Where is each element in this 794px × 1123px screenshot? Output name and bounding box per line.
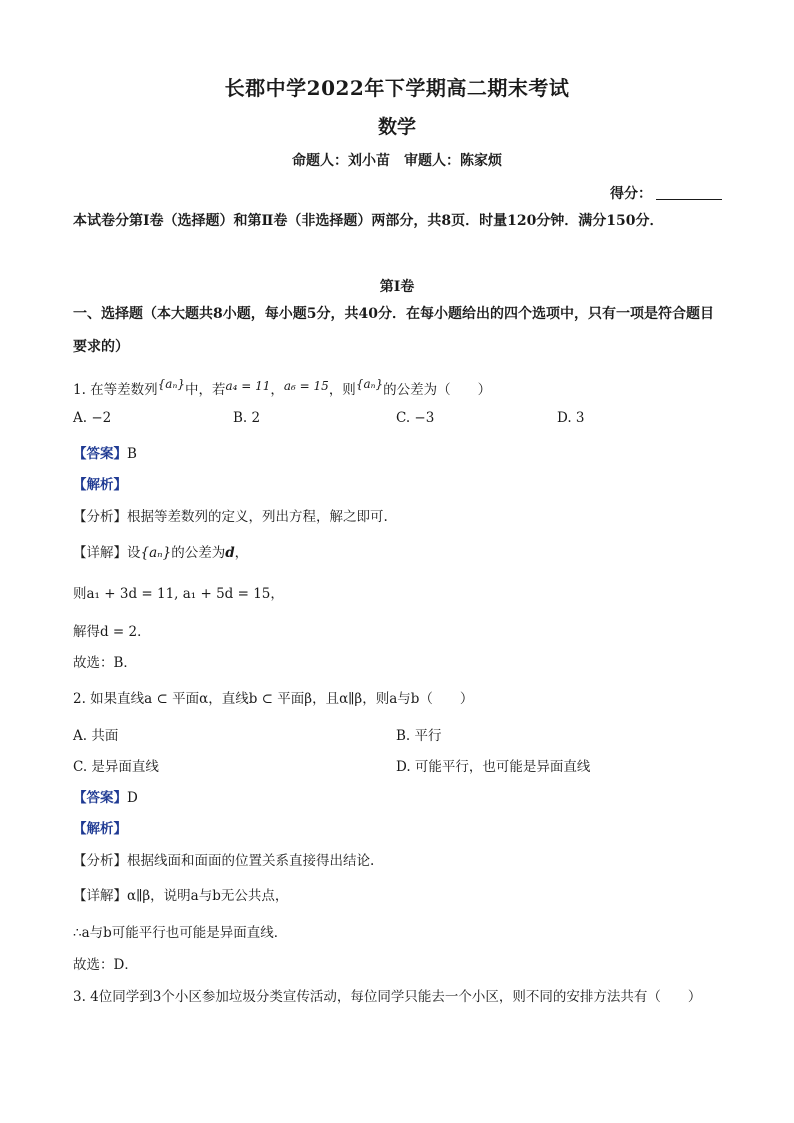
q2-detail: α∥β，说明a与b无公共点， — [127, 888, 289, 904]
q2-option-c: C. 是异面直线 — [73, 759, 159, 775]
proposer-text: 命题人：刘小苗 — [292, 153, 390, 169]
q1-option-c: C. −3 — [396, 410, 435, 426]
q1-answer-line — [73, 442, 137, 462]
subject-title: 数学 — [377, 116, 416, 138]
analysis-tag: 【分析】 — [73, 509, 127, 525]
q2-detail-line — [73, 884, 288, 904]
q1-explain-line — [73, 473, 127, 493]
q1-stem-a: 1. 在等差数列 — [73, 382, 158, 398]
q2-explain-line — [73, 817, 127, 837]
q1-detail-d: d — [225, 545, 235, 561]
q2-option-b: B. 平行 — [396, 728, 442, 744]
q2-stem: 2. 如果直线a ⊂ 平面α，直线b ⊂ 平面β，且α∥β，则a与b（ ） — [73, 691, 474, 707]
analysis-tag: 【分析】 — [73, 853, 127, 869]
explain-tag: 【解析】 — [73, 821, 127, 837]
volume-title: 第Ⅰ卷 — [379, 279, 415, 295]
answer-tag: 【答案】 — [73, 446, 127, 462]
score-label: 得分： — [610, 186, 652, 202]
q2-analysis: 根据线面和面面的位置关系直接得出结论. — [127, 853, 375, 869]
q1-stem-d: 的公差为（ ） — [383, 382, 492, 398]
q1-detail-line — [73, 541, 248, 561]
q1-detail-a: 设 — [127, 545, 141, 561]
q1-analysis-line — [73, 505, 388, 525]
explain-tag: 【解析】 — [73, 477, 127, 493]
q1-a6: a₆ = 15 — [283, 379, 329, 393]
detail-tag: 【详解】 — [73, 545, 127, 561]
q2-therefore-line: ∴a与b可能平行也可能是异面直线． — [73, 925, 288, 941]
q1-stem — [73, 378, 491, 398]
q1-choose-line: 故选：B． — [73, 655, 137, 671]
q2-option-a: A. 共面 — [73, 728, 119, 744]
q1-equation-line: 则a₁ + 3d = 11, a₁ + 5d = 15， — [73, 586, 284, 602]
q2-answer: D — [127, 790, 138, 806]
q1-detail-seq: {aₙ} — [140, 545, 172, 561]
q1-detail-b: 的公差为 — [171, 545, 226, 561]
q1-stem-c: ，则 — [328, 382, 356, 398]
page-title: 长郡中学2022年下学期高二期末考试 — [224, 76, 570, 100]
score-blank — [656, 185, 722, 200]
q2-option-d: D. 可能平行，也可能是异面直线 — [396, 759, 591, 775]
q2-choose-line: 故选：D． — [73, 957, 138, 973]
q1-option-a: A. −2 — [73, 410, 112, 426]
q1-answer: B — [127, 446, 137, 462]
detail-tag: 【详解】 — [73, 888, 127, 904]
score-field — [610, 183, 722, 203]
q2-answer-line — [73, 786, 138, 806]
q1-stem-b: 中，若 — [184, 382, 226, 398]
q1-detail-end: ， — [234, 545, 249, 561]
q1-solve-line: 解得d = 2． — [73, 624, 151, 640]
reviewer-text: 审题人：陈家烦 — [404, 153, 502, 169]
q1-seq-2: {aₙ} — [355, 377, 384, 391]
q1-analysis: 根据等差数列的定义，列出方程，解之即可. — [127, 509, 388, 525]
q1-option-b: B. 2 — [233, 410, 261, 426]
answer-tag: 【答案】 — [73, 790, 127, 806]
authors-line — [0, 150, 794, 170]
q1-option-d: D. 3 — [557, 410, 585, 426]
intro-paragraph: 本试卷分第Ⅰ卷（选择题）和第Ⅱ卷（非选择题）两部分，共8页．时量120分钟．满分150分． — [73, 213, 664, 229]
q1-comma: ， — [270, 382, 284, 398]
section-one-heading: 一、选择题（本大题共8小题，每小题5分，共40分．在每小题给出的四个选项中，只有一项是符合题目要求的） — [73, 306, 714, 355]
q1-a4: a₄ = 11 — [225, 379, 271, 393]
q2-analysis-line — [73, 849, 374, 869]
q1-seq: {aₙ} — [157, 377, 185, 391]
q3-stem: 3. 4位同学到3个小区参加垃圾分类宣传活动，每位同学只能去一个小区，则不同的安排方法共有（ ） — [73, 989, 702, 1005]
